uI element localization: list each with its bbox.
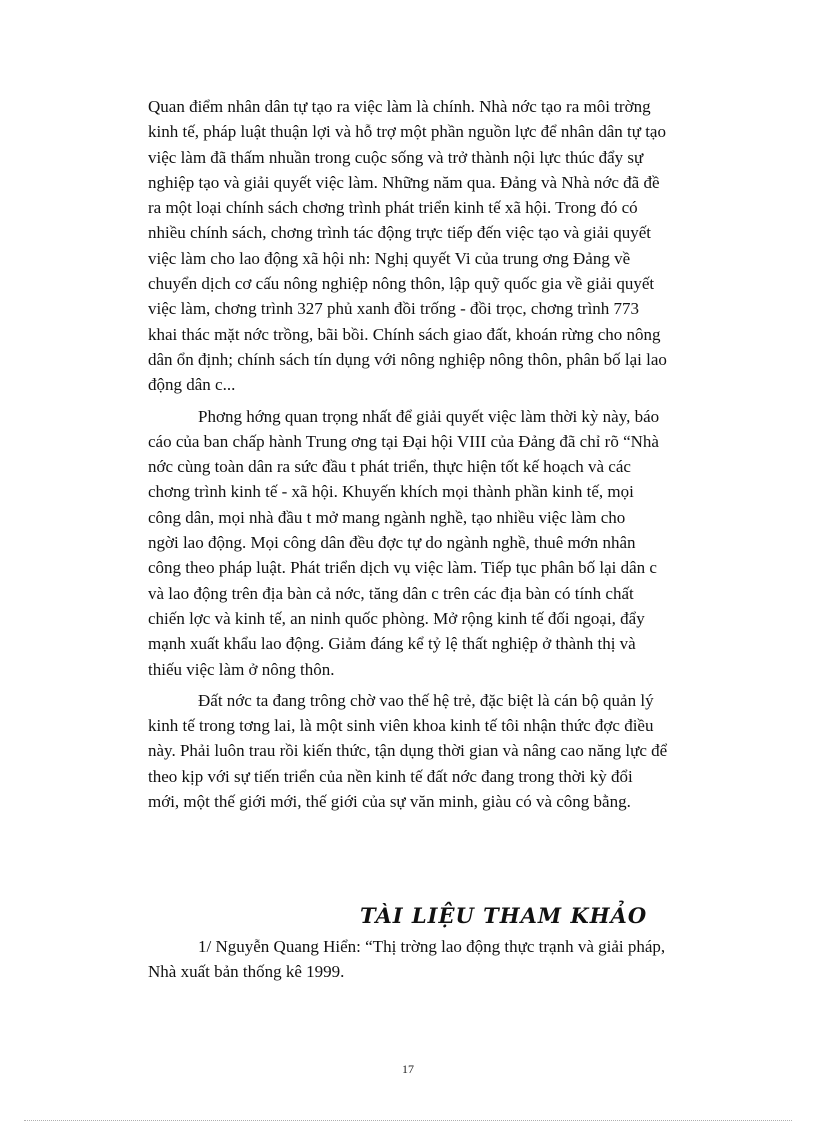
text-line: động dân c...: [148, 375, 236, 395]
text-line: việc làm cho lao động xã hội nh: Nghị quyết Vi của trung ơng Đảng về: [148, 248, 631, 268]
text-line: mới, một thế giới mới, thế giới của sự văn minh, giàu có và công bằng.: [148, 792, 631, 812]
text-line: Phơng hớng quan trọng nhất để giải quyết việc làm thời kỳ này, báo: [198, 406, 660, 426]
text-line: nghiệp tạo và giải quyết việc làm. Những năm qua. Đảng và Nhà nớc đã đề: [148, 172, 660, 192]
text-line: nhiều chính sách, chơng trình tác động trực tiếp đến việc tạo và giải quyết: [148, 223, 652, 243]
text-line: cáo của ban chấp hành Trung ơng tại Đại hội VIII của Đảng đã chỉ rõ “Nhà: [148, 431, 659, 451]
text-line: dân ổn định; chính sách tín dụng với nông nghiệp nông thôn, phân bố lại lao: [148, 349, 667, 369]
text-line: Đất nớc ta đang trông chờ vao thế hệ trẻ, đặc biệt là cán bộ quản lý: [198, 690, 654, 710]
text-line: việc làm đã thấm nhuần trong cuộc sống và trở thành nội lực thúc đẩy sự: [148, 147, 644, 167]
text-line: chuyển dịch cơ cấu nông nghiệp nông thôn, lập quỹ quốc gia về giải quyết: [148, 274, 655, 294]
references-list: [148, 934, 738, 985]
reference-line: 1/ Nguyễn Quang Hiển: “Thị trờng lao động thực trạnh và giải pháp,: [198, 937, 666, 956]
text-line: thiếu việc làm ở nông thôn.: [148, 659, 335, 679]
text-line: nớc cùng toàn dân ra sức đầu t phát triển, thực hiện tốt kế hoạch và các: [148, 457, 631, 477]
text-line: công theo pháp luật. Phát triển dịch vụ việc làm. Tiếp tục phân bố lại dân c: [148, 558, 657, 578]
text-line: và lao động trên địa bàn cả nớc, tăng dân c trên các địa bàn có tính chất: [148, 583, 634, 603]
page-bottom-divider: [24, 1120, 792, 1121]
text-line: ra một loại chính sách chơng trình phát triển kinh tế xã hội. Trong đó có: [148, 198, 638, 218]
text-line: chiến lợc và kinh tế, an ninh quốc phòng. Mở rộng kinh tế đối ngoại, đẩy: [148, 608, 645, 628]
paragraph-3: [148, 688, 738, 814]
text-line: việc làm, chơng trình 327 phủ xanh đồi trống - đồi trọc, chơng trình 773: [148, 299, 640, 319]
text-line: khai thác mặt nớc trồng, bãi bồi. Chính sách giao đất, khoán rừng cho nông: [148, 324, 661, 344]
references-heading: TÀI LIỆU THAM KHẢO: [360, 903, 648, 928]
text-line: mạnh xuất khẩu lao động. Giảm đáng kể tỷ lệ thất nghiệp ở thành thị và: [148, 634, 636, 654]
text-line: Quan điểm nhân dân tự tạo ra việc làm là chính. Nhà nớc tạo ra môi trờng: [148, 97, 651, 116]
text-line: này. Phải luôn trau rồi kiến thức, tận dụng thời gian và nâng cao năng lực để: [148, 741, 668, 761]
page-number: 17: [402, 1062, 414, 1076]
reference-line: Nhà xuất bản thống kê 1999.: [148, 962, 345, 982]
paragraph-1: [148, 94, 738, 398]
text-line: công dân, mọi nhà đầu t mở mang ngành nghề, tạo nhiều việc làm cho: [148, 507, 626, 527]
text-line: kinh tế trong tơng lai, là một sinh viên khoa kinh tế tôi nhận thức đợc điều: [148, 716, 654, 736]
text-line: chơng trình kinh tế - xã hội. Khuyến khích mọi thành phần kinh tế, mọi: [148, 482, 634, 502]
text-line: theo kịp với sự tiến triển của nền kinh tế đất nớc đang trong thời kỳ đổi: [148, 766, 633, 786]
body-text: [148, 94, 738, 814]
text-line: ngời lao động. Mọi công dân đều đợc tự do ngành nghề, thuê mớn nhân: [148, 533, 636, 553]
text-line: kinh tế, pháp luật thuận lợi và hỗ trợ một phần nguồn lực để nhân dân tự tạo: [148, 122, 666, 142]
paragraph-2: [148, 404, 738, 682]
